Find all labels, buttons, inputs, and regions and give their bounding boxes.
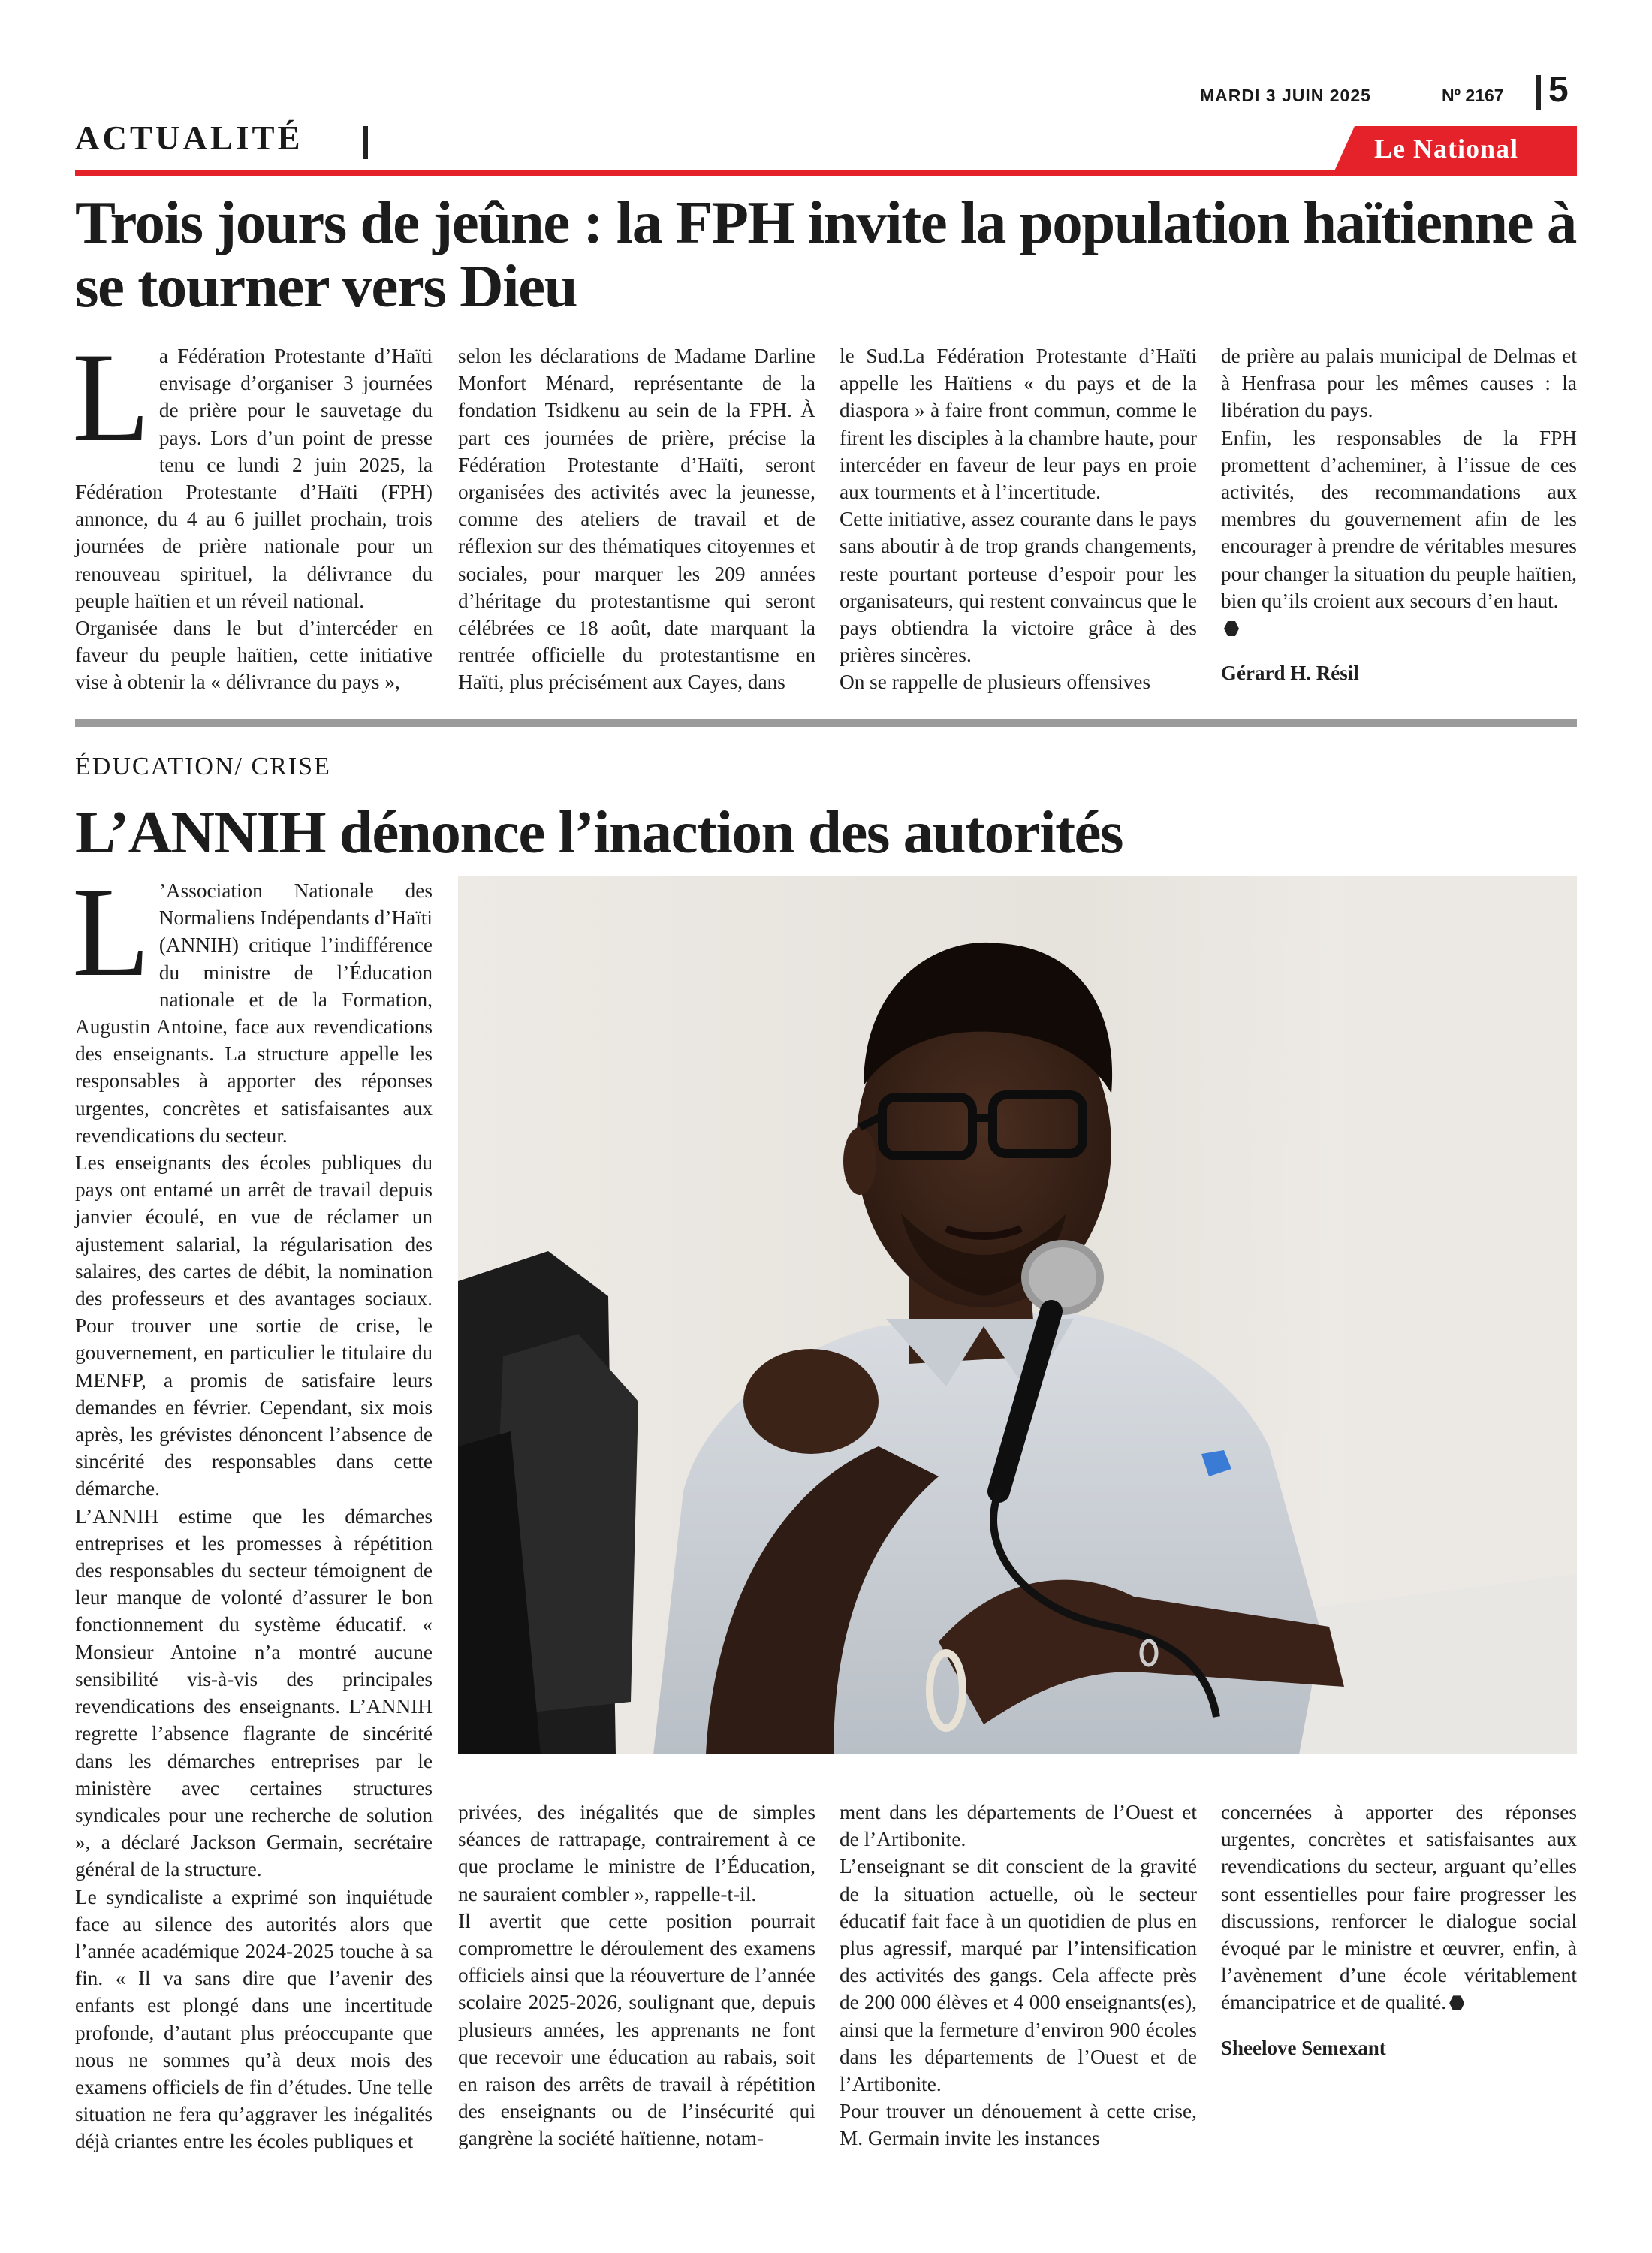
paragraph: a Fédération Protestante d’Haïti envisage d’organiser 3 journées de prière pour le sauvetage du pays. Lors d’un point de presse tenu ce lundi 2 juin 2025, la Fédération Protestante d’Haïti (FPH) annonce, du 4 au 6 juillet prochain, trois journées de prière nationale pour un renouveau spirituel, la délivrance du peuple haïtien et un réveil national. [75,345,433,612]
article-column [840,1799,1197,2152]
byline: Gérard H. Résil [1221,662,1359,685]
paragraph: privées, des inégalités que de simples séances de rattrapage, contrairement à ce que proclame le ministre de l’Éducation, ne sauraient combler », rappelle-t-il. [458,1801,815,1905]
paragraph-text: Enfin, les responsables de la FPH promettent d’acheminer, à l’issue de ces activités, des recommandations aux membres du gouvernement afin de les encourager à prendre de véritables mesures pour changer la situation du peuple haïtien, bien qu’ils croient aux secours d’en haut. [1221,426,1577,612]
article-column [72,327,433,696]
paragraph: de prière au palais municipal de Delmas et à Henfrasa pour les mêmes causes : la libération du pays. [1221,345,1577,422]
paragraph: Les enseignants des écoles publiques du pays ont entamé un arrêt de travail depuis janvier écoulé, en vue de réclamer un ajustement salarial, la régularisation des salaires, des cartes de débit, la nomination des professeurs et des avantages sociaux. Pour trouver une sortie de crise, le gouvernement, en particulier le titulaire du MENFP, a promis de satisfaire leurs demandes en février. Cependant, six mois après, les grévistes dénoncent l’absence de sincérité des responsables dans cette démarche. [75,1151,433,1500]
end-of-article-icon [1224,621,1239,636]
article-column [458,342,815,696]
article-column [840,342,1197,696]
dropcap: L [72,861,150,1003]
article-column [72,861,433,2155]
page-number-divider [1536,75,1541,110]
article-headline: L’ANNIH dénonce l’inaction des autorités [75,798,1123,866]
article-column [458,1799,815,2152]
article-headline: Trois jours de jeûne : la FPH invite la population haïtienne à se tourner vers Dieu [75,189,1576,321]
paragraph [1221,424,1577,642]
article-column [1221,342,1577,686]
section-divider [363,126,368,159]
paragraph: le Sud.La Fédération Protestante d’Haïti appelle les Haïtiens « du pays et de la diaspora » à faire front commun, comme le firent les disciples à la chambre haute, pour intercéder en faveur de leur pays en proie aux tourments et à l’incertitude. [840,345,1197,504]
article-column [1221,1799,1577,2061]
section-title: ACTUALITÉ [75,119,303,157]
newspaper-brand: Le National [1374,134,1519,164]
article-separator [75,719,1577,727]
end-of-article-icon [1449,1995,1464,2010]
paragraph: Organisée dans le but d’intercéder en faveur du peuple haïtien, cette initiative vise à obtenir la « délivrance du pays », [75,617,433,694]
paragraph: Cette initiative, assez courante dans le pays sans aboutir à de trop grands changements, reste pourtant porteuse d’espoir pour les organisateurs, qui restent convaincus que le pays obtiendra la victoire grâce à des prières sincères. [840,508,1197,667]
dropcap: L [72,327,150,468]
paragraph: L’enseignant se dit conscient de la gravité de la situation actuelle, où le secteur éducatif fait face à un quotidien de plus en plus agressif, marqué par l’intensification des activités des gangs. Cela affecte près de 200 000 élèves et 4 000 enseignants(es), ainsi que la fermeture d’environ 900 écoles dans les départements de l’Ouest et de l’Artibonite. [840,1855,1197,2096]
byline: Sheelove Semexant [1221,2036,1386,2059]
paragraph-text: concernées à apporter des réponses urgentes, concrètes et satisfaisantes aux revendications du secteur, arguant qu’elles sont essentielles pour faire progresser les discussions, renforcer le dialogue social évoqué par le ministre et œuvrer, enfin, à l’avènement d’une école véritablement émancipatrice et de qualité. [1221,1801,1577,2014]
article-kicker: ÉDUCATION/ CRISE [75,753,331,780]
paragraph: ment dans les départements de l’Ouest et de l’Artibonite. [840,1801,1197,1851]
paragraph: Pour trouver un dénouement à cette crise, M. Germain invite les instances [840,2100,1197,2150]
photo-illustration [458,876,1577,1754]
paragraph: selon les déclarations de Madame Darline Monfort Ménard, représentante de la fondation Tsidkenu au sein de la FPH. À part ces journées de prière, précise la Fédération Protestante d’Haïti, seront organisées des activités avec la jeunesse, comme des ateliers de travail et de réflexion sur des thématiques citoyennes et sociales, pour marquer les 209 années d’héritage du protestantisme qui seront célébrées ce 18 août, date marquant la rentrée officielle du protestantisme en Haïti, plus précisément aux Cayes, dans [458,345,815,694]
issue-number: Nº 2167 [1442,86,1504,105]
paragraph: ’Association Nationale des Normaliens Indépendants d’Haïti (ANNIH) critique l’indifférence du ministre de l’Éducation nationale et de la Formation, Augustin Antoine, face aux revendications des enseignants. La structure appelle les responsables à apporter des réponses urgentes, concrètes et satisfaisantes aux revendications du secteur. [75,879,433,1147]
paragraph: On se rappelle de plusieurs offensives [840,671,1151,694]
issue-date: MARDI 3 JUIN 2025 [1200,86,1371,105]
page-number: 5 [1548,70,1569,110]
paragraph: L’ANNIH estime que les démarches entreprises et les promesses à répétition des responsables du secteur témoignent de leur manque de volonté d’assurer le bon fonctionnement du système éducatif. « Monsieur Antoine n’a montré aucune sensibilité vis-à-vis des principales revendications des enseignants. L’ANNIH regrette l’absence flagrante de sincérité dans les démarches entreprises par le ministère avec certaines structures syndicales pour une recherche de solution », a déclaré Jackson Germain, secrétaire général de la structure. [75,1504,433,1881]
speaker-photo [458,876,1577,1754]
paragraph: Il avertit que cette position pourrait compromettre le déroulement des examens officiels ainsi que la réouverture de l’année scolaire 2025-2026, soulignant que, depuis plusieurs années, les apprenants ne font que recevoir une éducation au rabais, soit en raison des arrêts de travail à répétition des enseignants ou de l’insécurité qui gangrène la société haïtienne, notam- [458,1909,815,2150]
paragraph [1221,1799,1577,2016]
paragraph: Le syndicaliste a exprimé son inquiétude face au silence des autorités alors que l’année académique 2024-2025 touche à sa fin. « Il va sans dire que l’avenir des enfants est plongé dans une incertitude profonde, d’autant plus préoccupante que nous ne sommes qu’à deux mois des examens officiels de fin d’études. Une telle situation ne fera qu’aggraver les inégalités déjà criantes entre les écoles publiques et [75,1885,433,2153]
